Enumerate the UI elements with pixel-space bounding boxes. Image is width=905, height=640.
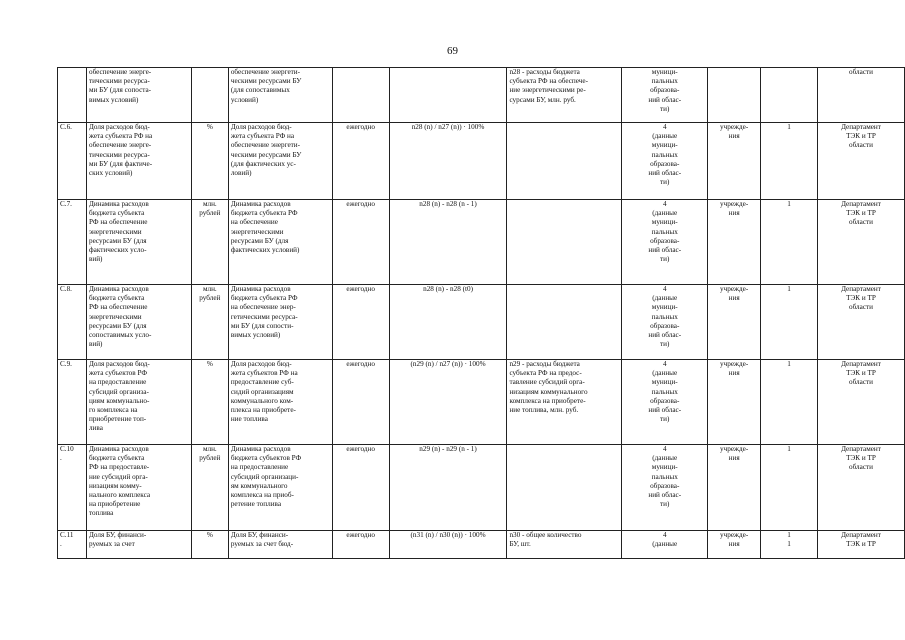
cell-level: 1 xyxy=(761,123,818,200)
cell-definition: Доля БУ, финанси- руемых за счет бюд- xyxy=(228,531,332,559)
cell-code: С.11 . xyxy=(58,531,87,559)
cell-unit: % xyxy=(191,123,228,200)
cell-formula: n28 (n) / n27 (n)) · 100% xyxy=(389,123,507,200)
table-row xyxy=(58,68,905,123)
cell-unit: млн. рублей xyxy=(191,445,228,531)
cell-indicator-name: обеспечение энерге- тическими ресурса- ми БУ (для сопоста- вимых условий) xyxy=(86,68,191,123)
cell-level: 1 xyxy=(761,200,818,285)
cell-periodicity: ежегодно xyxy=(332,531,389,559)
cell-code: С.7. xyxy=(58,200,87,285)
cell-variables: n28 - расходы бюджета субъекта РФ на обеспече- ние энергетическими ре- сурсами БУ, млн. руб. xyxy=(507,68,622,123)
cell-responsible: Департамент ТЭК и ТР области xyxy=(818,123,905,200)
cell-level: 1 xyxy=(761,360,818,445)
cell-source: 4 (данные муници- пальных образова- ний облас- ти) xyxy=(622,360,708,445)
cell-unit xyxy=(191,68,228,123)
cell-definition: Динамика расходов бюджета субъектов РФ на предоставление субсидий организаци- ям коммунального комплекса на приоб- ретение топлива xyxy=(228,445,332,531)
cell-formula: n29 (n) - n29 (n - 1) xyxy=(389,445,507,531)
cell-responsible: области xyxy=(818,68,905,123)
cell-unit: % xyxy=(191,531,228,559)
cell-indicator-name: Динамика расходов бюджета субъекта РФ на обеспечение энергетическими ресурсами БУ (для фактических усло- вий) xyxy=(86,200,191,285)
cell-object: учрежде- ния xyxy=(708,123,761,200)
cell-code: С.9. xyxy=(58,360,87,445)
cell-formula: n28 (n) - n28 (t0) xyxy=(389,285,507,360)
cell-periodicity: ежегодно xyxy=(332,285,389,360)
cell-source: 4 (данные муници- пальных образова- ний облас- ти) xyxy=(622,445,708,531)
cell-variables xyxy=(507,123,622,200)
indicators-table xyxy=(57,67,905,559)
cell-periodicity: ежегодно xyxy=(332,200,389,285)
table-row xyxy=(58,531,905,559)
cell-source: 4 (данные муници- пальных образова- ний облас- ти) xyxy=(622,123,708,200)
cell-indicator-name: Доля БУ, финанси- руемых за счет xyxy=(86,531,191,559)
cell-unit: млн. рублей xyxy=(191,285,228,360)
cell-unit: млн. рублей xyxy=(191,200,228,285)
cell-responsible: Департамент ТЭК и ТР области xyxy=(818,200,905,285)
cell-responsible: Департамент ТЭК и ТР области xyxy=(818,285,905,360)
cell-level: 1 xyxy=(761,285,818,360)
table-row xyxy=(58,123,905,200)
cell-periodicity: ежегодно xyxy=(332,445,389,531)
cell-object: учрежде- ния xyxy=(708,360,761,445)
table-row xyxy=(58,445,905,531)
cell-indicator-name: Динамика расходов бюджета субъекта РФ на предоставле- ние субсидий орга- низациям комму- нального комплекса на приобретение топлива xyxy=(86,445,191,531)
cell-object: учрежде- ния xyxy=(708,445,761,531)
cell-object: учрежде- ния xyxy=(708,531,761,559)
table-row xyxy=(58,360,905,445)
cell-periodicity: ежегодно xyxy=(332,123,389,200)
cell-formula: n28 (n) - n28 (n - 1) xyxy=(389,200,507,285)
cell-formula: (n29 (n) / n27 (n)) · 100% xyxy=(389,360,507,445)
cell-variables xyxy=(507,285,622,360)
cell-periodicity xyxy=(332,68,389,123)
cell-code xyxy=(58,68,87,123)
cell-level: 1 xyxy=(761,445,818,531)
table-row xyxy=(58,285,905,360)
cell-definition: Доля расходов бюд- жета субъектов РФ на предоставление суб- сидий организациям коммунального ком- плекса на приобрете- ние топлива xyxy=(228,360,332,445)
cell-level xyxy=(761,68,818,123)
cell-responsible: Департамент ТЭК и ТР xyxy=(818,531,905,559)
cell-source: 4 (данные муници- пальных образова- ний облас- ти) xyxy=(622,200,708,285)
cell-variables: n30 - общее количество БУ, шт. xyxy=(507,531,622,559)
cell-unit: % xyxy=(191,360,228,445)
cell-source: муници- пальных образова- ний облас- ти) xyxy=(622,68,708,123)
cell-code: С.10 . xyxy=(58,445,87,531)
cell-indicator-name: Динамика расходов бюджета субъекта РФ на обеспечение энергетическими ресурсами БУ (для сопоставимых усло- вий) xyxy=(86,285,191,360)
cell-definition: Динамика расходов бюджета субъекта РФ на обеспечение энергетическими ресурсами БУ (для фактических условий) xyxy=(228,200,332,285)
cell-indicator-name: Доля расходов бюд- жета субъектов РФ на предоставление субсидий организа- циям коммунально- го комплекса на приобретение топ- лива xyxy=(86,360,191,445)
cell-object xyxy=(708,68,761,123)
page-number: 69 xyxy=(447,45,458,57)
cell-formula: (n31 (n) / n30 (n)) · 100% xyxy=(389,531,507,559)
cell-responsible: Департамент ТЭК и ТР области xyxy=(818,360,905,445)
cell-variables xyxy=(507,200,622,285)
cell-object: учрежде- ния xyxy=(708,200,761,285)
cell-variables xyxy=(507,445,622,531)
cell-level: 1 1 xyxy=(761,531,818,559)
table-row xyxy=(58,200,905,285)
cell-source: 4 (данные муници- пальных образова- ний облас- ти) xyxy=(622,285,708,360)
cell-periodicity: ежегодно xyxy=(332,360,389,445)
cell-code: С.6. xyxy=(58,123,87,200)
cell-formula xyxy=(389,68,507,123)
cell-definition: Динамика расходов бюджета субъекта РФ на обеспечение энер- гетическими ресурса- ми БУ (для сопости- вимых условий) xyxy=(228,285,332,360)
cell-source: 4 (данные xyxy=(622,531,708,559)
table-body xyxy=(58,68,905,559)
cell-definition: обеспечение энергети- ческими ресурсами БУ (для сопоставимых условий) xyxy=(228,68,332,123)
cell-responsible: Департамент ТЭК и ТР области xyxy=(818,445,905,531)
cell-indicator-name: Доля расходов бюд- жета субъекта РФ на обеспечение энерге- тическими ресурса- ми БУ (для фактиче- ских условий) xyxy=(86,123,191,200)
cell-definition: Доля расходов бюд- жета субъекта РФ на обеспечение энергети- ческими ресурсами БУ (для фактических ус- ловий) xyxy=(228,123,332,200)
cell-object: учрежде- ния xyxy=(708,285,761,360)
cell-code: С.8. xyxy=(58,285,87,360)
cell-variables: n29 - расходы бюджета субъекта РФ на предос- тавление субсидий орга- низациям коммунального комплекса на приобрете- ние топлива, млн. руб. xyxy=(507,360,622,445)
